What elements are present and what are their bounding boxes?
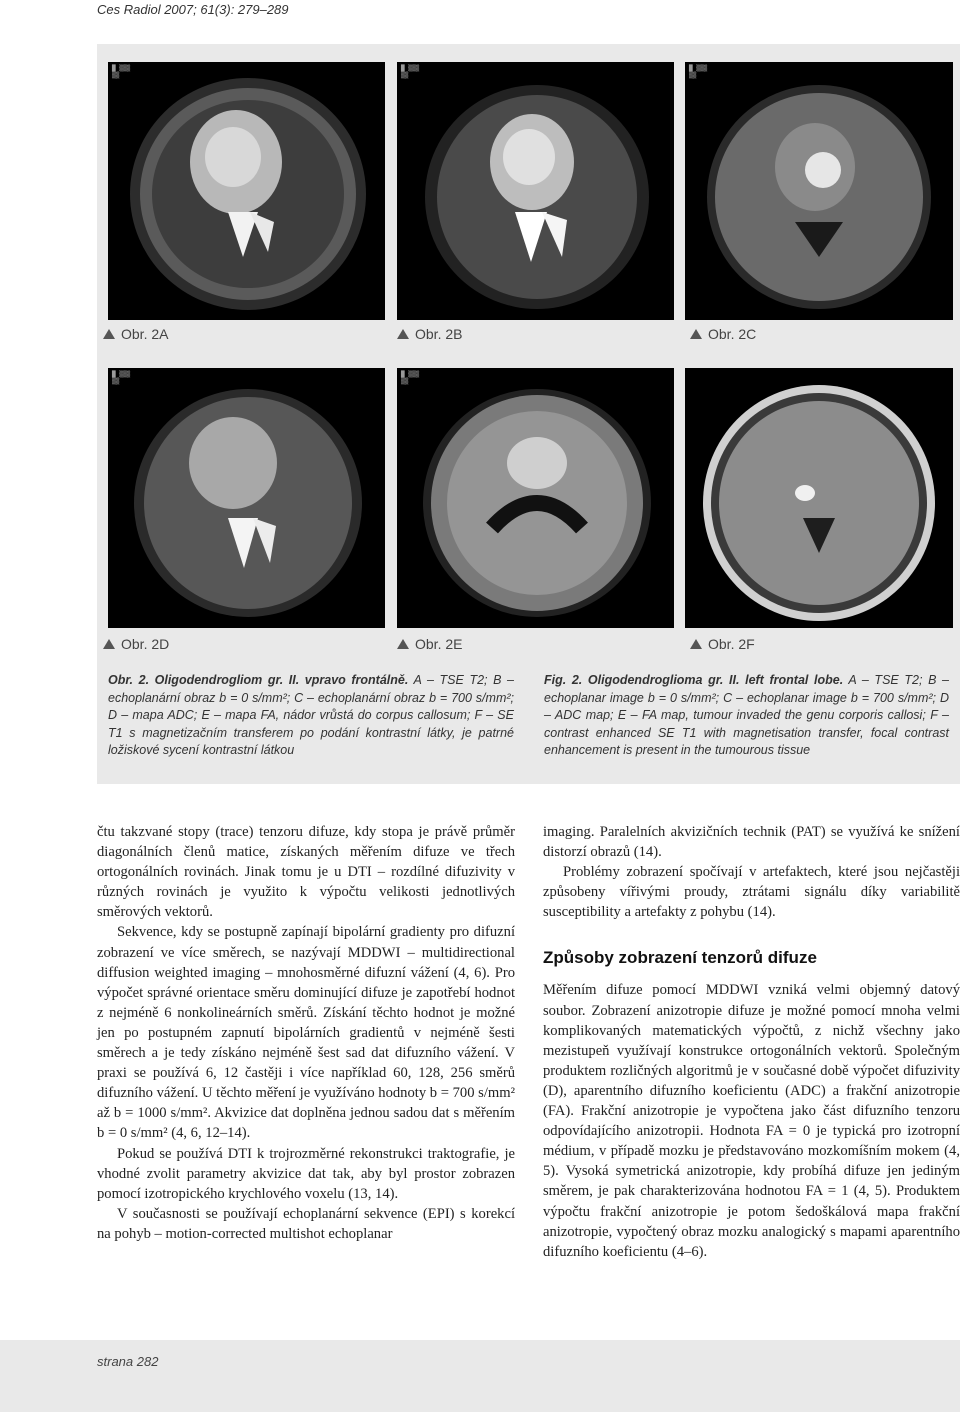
paragraph: Měřením difuze pomocí MDDWI vzniká velmi objemný datový soubor. Zobrazení anizotropie difuze je možné pomocí mnoha velmi komplikovaných matematických výpočtů, z nichž všechny jako mezistupeň využívají konstrukce ortogonálních vektorů. Společným produktem rozličných algoritmů je v současné době výpočet difuzivity (D), aparentního difuzního koeficientu (ADC) a frakční anizotropie (FA). Frakční anizotropie je vypočtena jako část difuzního tenzoru odpovídajícího anizotropii. Hodnota FA = 0 je typická pro izotropní médium, v případě mozku je představováno mozkomíšním mokem (4, 5). Vysoká symetrická anizotropie, kdy probíhá difuze jen jediným směrem, je pak charakterizována hodnotou FA = 1 (4, 5). Produktem výpočtu frakční anizotropie je potom šedoškálová mapa frakční anizotropie, vypočtený obraz mozku analogický s mapami aparentního difuzního koeficientu (4–6). (543, 982, 960, 1260)
paragraph: čtu takzvané stopy (trace) tenzoru difuze, kdy stopa je právě průměr diagonálních členů matice, získaných měřením difuze ve třech ortogonálních rovinách. Jinak tomu je u DTI – rozdílné difuzivity v různých rovinách je využito k výpočtu velikosti jednotlivých směrových vektorů. (97, 824, 515, 921)
figure-tag-2a: Obr. 2A (103, 326, 168, 342)
left-column (97, 822, 515, 1244)
paragraph: Pokud se používá DTI k trojrozměrné rekonstrukci traktografie, je vhodné zvolit parametry akvizice dat tak, aby byl prostor zobrazen pomocí izotropického krychlového voxelu (13, 14). (97, 1145, 515, 1202)
scan-header-text: █ ▒▒▒ ▒▒ (401, 371, 420, 385)
triangle-marker-icon (397, 639, 409, 649)
brain-scan-t2 (108, 62, 385, 320)
brain-scan-adc (108, 368, 385, 628)
figure-tag-2c: Obr. 2C (690, 326, 756, 342)
caption-czech: Obr. 2. Oligodendrogliom gr. II. vpravo frontálně. A – TSE T2; B – echoplanární obraz b = 0 s/mm²; C – echoplanární obraz b = 700 s/mm²; D – mapa ADC; E – mapa FA, nádor vrůstá do corpus callosum; F – SE T1 s magnetizačním transferem po podání kontrastní látky, je patrné ložiskové sycení kontrastní látkou (108, 673, 514, 757)
scan-header-text: █ ▒▒▒ ▒▒ (112, 371, 131, 385)
mri-image-2d (108, 368, 385, 628)
figure-tag-2f: Obr. 2F (690, 636, 755, 652)
brain-scan-epi-b700 (685, 62, 953, 320)
triangle-marker-icon (690, 329, 702, 339)
journal-reference: Ces Radiol 2007; 61(3): 279–289 (97, 2, 289, 17)
figure-tag-2e: Obr. 2E (397, 636, 462, 652)
paragraph: V současnosti se používají echoplanární sekvence (EPI) s korekcí na pohyb – motion-corrected multishot echoplanar (97, 1205, 515, 1242)
brain-scan-fa (397, 368, 674, 628)
mri-image-2a (108, 62, 385, 320)
caption-english: Fig. 2. Oligodendroglioma gr. II. left frontal lobe. A – TSE T2; B – echoplanar image b = 0 s/mm²; C – echoplanar image b = 700 s/mm²; D – ADC map; E – FA map, tumour invaded the genu corporis callosi; F – contrast enhanced SE T1 with magnetisation transfer, focal contrast enhancement is present in the tumourous tissue (544, 673, 949, 757)
mri-image-2e (397, 368, 674, 628)
right-column (543, 822, 960, 1262)
page-number: strana 282 (97, 1354, 159, 1369)
figure-tag-2b: Obr. 2B (397, 326, 462, 342)
paragraph: Problémy zobrazení spočívají v artefaktech, které jsou nejčastěji způsobeny vířivými proudy, ztrátami signálu díky variabilitě susceptibility a artefakty z pohybu (14). (543, 864, 960, 921)
scan-header-text: █ ▒▒▒ ▒▒ (401, 65, 420, 79)
mri-image-2c (685, 62, 953, 320)
paragraph: Sekvence, kdy se postupně zapínají bipolární gradienty pro difuzní zobrazení ve více směrech, se nazývají MDDWI – multidirectional diffusion weighted imaging – mnohosměrné difuzní vážení (4, 6). Pro výpočet správné orientace směru dominující difuze je zapotřebí hodnot z nejméně 6 nonkolineárních směrů. Získání těchto hodnot je možné jen po postupném zapnutí bipolárních gradientů v nejméně šesti směrech a je tedy získáno nejméně šest sad dat difuzního vážení. V praxi se používá 6, 12 častěji i více například 60, 128, 256 směrů difuzního vážení. U těchto měření je využíváno hodnoty b = 700 s/mm² až b = 1000 s/mm². Akvizice dat doplněna jednou sadou dat s měřením b = 0 s/mm² (4, 6, 12–14). (97, 924, 515, 1142)
scan-header-text: █ ▒▒▒ ▒▒ (689, 65, 708, 79)
figure-tag-2d: Obr. 2D (103, 636, 169, 652)
triangle-marker-icon (690, 639, 702, 649)
figure-panel (97, 44, 960, 784)
triangle-marker-icon (103, 329, 115, 339)
page-footer (0, 1340, 960, 1412)
triangle-marker-icon (103, 639, 115, 649)
mri-image-2b (397, 62, 674, 320)
brain-scan-epi-b0 (397, 62, 674, 320)
brain-scan-t1-contrast (685, 368, 953, 628)
paragraph: imaging. Paralelních akvizičních technik (PAT) se využívá ke snížení distorzí obrazů (14). (543, 824, 960, 861)
triangle-marker-icon (397, 329, 409, 339)
mri-image-2f (685, 368, 953, 628)
section-heading: Způsoby zobrazení tenzorů difuze (543, 948, 817, 968)
scan-header-text: █ ▒▒▒ ▒▒ (112, 65, 131, 79)
